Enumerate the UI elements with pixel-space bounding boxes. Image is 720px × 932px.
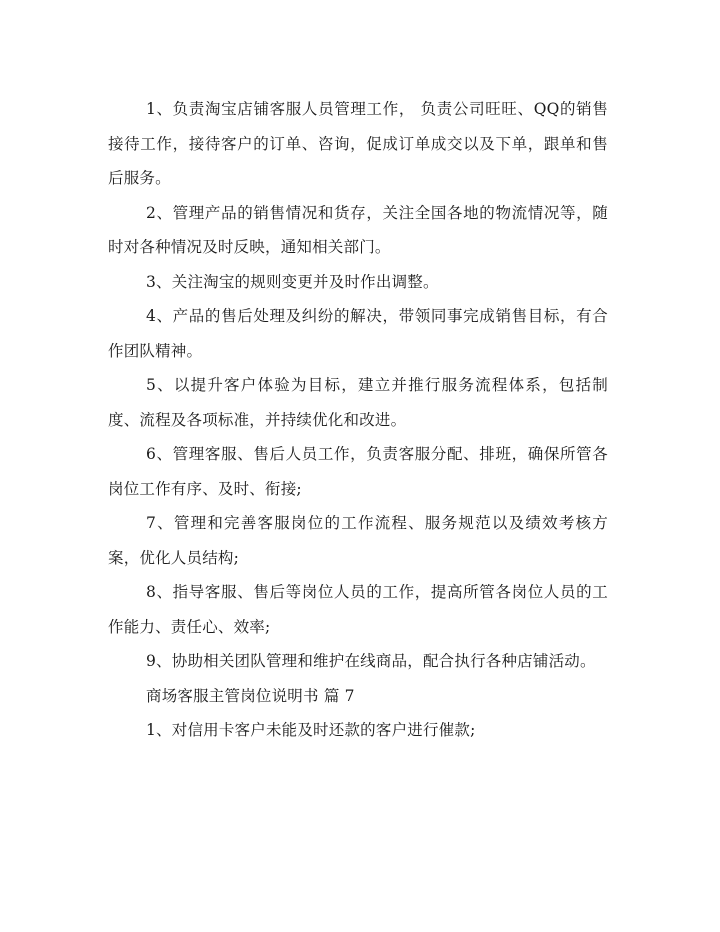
list-item: 1、对信用卡客户未能及时还款的客户进行催款;	[146, 721, 476, 739]
list-item: 3、关注淘宝的规则变更并及时作出调整。	[146, 272, 439, 291]
list-item: 2、管理产品的销售情况和货存，关注全国各地的物流情况等，随时对各种情况及时反映，通知相关部门。	[108, 203, 608, 256]
list-item: 7、管理和完善客服岗位的工作流程、服务规范以及绩效考核方案，优化人员结构;	[108, 514, 608, 567]
section-title: 商场客服主管岗位说明书 篇 7	[146, 686, 355, 705]
list-item: 1、负责淘宝店铺客服人员管理工作， 负责公司旺旺、QQ的销售接待工作，接待客户的订单、咨询，促成订单成交以及下单，跟单和售后服务。	[108, 100, 608, 187]
document-page	[108, 92, 608, 748]
list-item: 6、管理客服、售后人员工作，负责客服分配、排班，确保所管各岗位工作有序、及时、衔接;	[108, 445, 608, 498]
list-item: 9、协助相关团队管理和维护在线商品，配合执行各种店铺活动。	[146, 652, 596, 670]
list-item: 8、指导客服、售后等岗位人员的工作，提高所管各岗位人员的工作能力、责任心、效率;	[108, 583, 608, 636]
list-item: 4、产品的售后处理及纠纷的解决，带领同事完成销售目标，有合作团队精神。	[108, 307, 608, 360]
list-item: 5、以提升客户体验为目标，建立并推行服务流程体系，包括制度、流程及各项标准，并持续优化和改进。	[108, 376, 608, 429]
